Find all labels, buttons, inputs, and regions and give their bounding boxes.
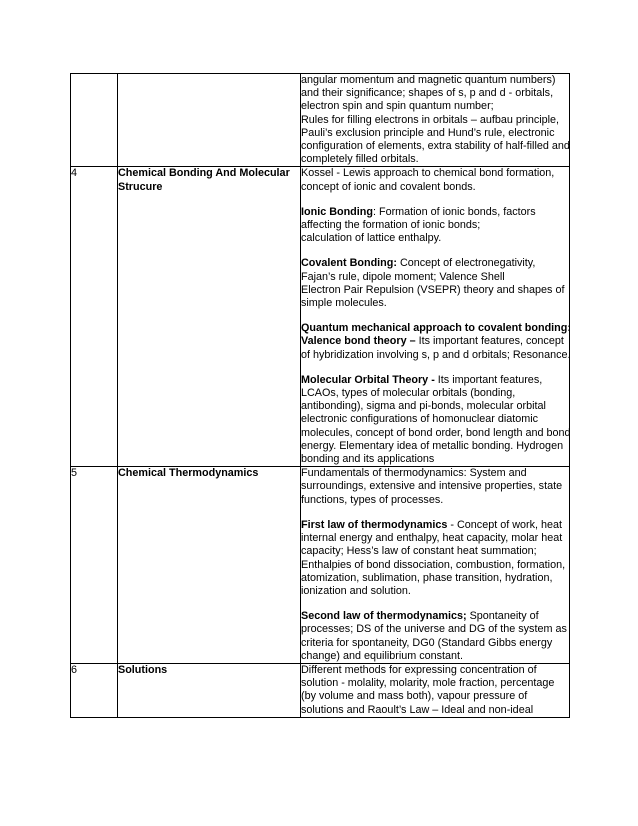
- unit-title-cell: [118, 663, 301, 717]
- content-line: [301, 494, 569, 507]
- content-text: energy. Elementary idea of metallic bonding. Hydrogen: [301, 439, 564, 452]
- unit-number: 4: [71, 167, 78, 180]
- content-line: [301, 559, 569, 572]
- content-line: [301, 664, 569, 677]
- content-line: [301, 153, 569, 166]
- content-text: LCAOs, types of molecular orbitals (bonding,: [301, 387, 516, 400]
- content-paragraph: [301, 519, 569, 598]
- content-text: affecting the formation of ionic bonds;: [301, 219, 481, 232]
- content-text: electron spin and spin quantum number;: [301, 100, 494, 113]
- content-line: [301, 413, 569, 426]
- unit-number: 5: [71, 467, 78, 480]
- content-text: configuration of elements, extra stability of half-filled and: [301, 140, 570, 153]
- unit-title-cell: [118, 467, 301, 664]
- content-text: molecules, concept of bond order, bond length and bond: [301, 426, 571, 439]
- content-line: [301, 440, 569, 453]
- content-text: electronic configurations of homonuclear diatomic: [301, 413, 539, 426]
- content-text: criteria for spontaneity, DG0 (Standard Gibbs energy: [301, 636, 553, 649]
- content-text: : Formation of ionic bonds, factors: [372, 205, 536, 218]
- content-text: internal energy and enthalpy, heat capacity, molar heat: [301, 532, 563, 545]
- content-text: atomization, sublimation, phase transition, hydration,: [301, 571, 553, 584]
- content-line: [301, 427, 569, 440]
- content-text: capacity; Hess’s law of constant heat summation;: [301, 545, 537, 558]
- unit-number-cell: [71, 663, 118, 717]
- content-line: [301, 335, 569, 348]
- content-paragraph: [301, 374, 569, 466]
- content-text: bonding and its applications: [301, 453, 435, 466]
- content-paragraph: [301, 257, 569, 310]
- content-text: Kossel - Lewis approach to chemical bond formation,: [301, 167, 555, 180]
- content-line: [301, 453, 569, 466]
- content-heading-text: Valence bond theory –: [301, 335, 416, 348]
- content-line: [301, 114, 569, 127]
- table-row: [71, 663, 570, 717]
- table-row: [71, 74, 570, 167]
- content-paragraph: [301, 610, 569, 663]
- content-line: [301, 100, 569, 113]
- content-text: Fajan’s rule, dipole moment; Valence Shell: [301, 270, 505, 283]
- content-text: completely filled orbitals.: [301, 153, 419, 166]
- content-text: Rules for filling electrons in orbitals – aufbau principle,: [301, 113, 560, 126]
- content-text: Its important features, concept: [415, 335, 564, 348]
- unit-title-line: Chemical Bonding And Molecular: [118, 167, 290, 180]
- content-line: [301, 349, 569, 362]
- content-text: Different methods for expressing concentration of: [301, 663, 537, 676]
- content-paragraph: [301, 322, 569, 362]
- content-line: [301, 181, 569, 194]
- content-line: [301, 704, 569, 717]
- content-line: [301, 690, 569, 703]
- content-line: [301, 374, 569, 387]
- content-line: [301, 610, 569, 623]
- content-heading-text: Covalent Bonding:: [301, 257, 397, 270]
- content-line: [301, 322, 569, 335]
- content-text: processes; DS of the universe and DG of the system as: [301, 623, 567, 636]
- content-line: [301, 271, 569, 284]
- content-line: [301, 167, 569, 180]
- content-line: [301, 284, 569, 297]
- unit-content-cell: [301, 74, 570, 167]
- content-line: [301, 387, 569, 400]
- unit-title-line: Solutions: [118, 663, 168, 676]
- content-text: concept of ionic and covalent bonds.: [301, 180, 476, 193]
- unit-number-cell: [71, 74, 118, 167]
- content-text: Enthalpies of bond dissociation, combustion, formation,: [301, 558, 566, 571]
- content-line: [301, 480, 569, 493]
- content-text: (by volume and mass both), vapour pressure of: [301, 690, 528, 703]
- content-line: [301, 532, 569, 545]
- unit-title-line: Strucure: [118, 180, 163, 193]
- content-heading-text: Molecular Orbital Theory -: [301, 373, 435, 386]
- content-text: - Concept of work, heat: [447, 518, 563, 531]
- content-text: simple molecules.: [301, 297, 387, 310]
- unit-title-cell: [118, 167, 301, 467]
- content-text: of hybridization involving s, p and d orbitals; Resonance.: [301, 348, 571, 361]
- content-line: [301, 140, 569, 153]
- content-line: [301, 677, 569, 690]
- content-text: Its important features,: [434, 373, 543, 386]
- content-line: [301, 650, 569, 663]
- syllabus-table-body: [71, 74, 570, 718]
- content-text: antibonding), sigma and pi-bonds, molecular orbital: [301, 400, 546, 413]
- content-text: angular momentum and magnetic quantum numbers): [301, 74, 556, 86]
- content-heading-text: Ionic Bonding: [301, 205, 373, 218]
- content-paragraph: [301, 664, 569, 717]
- content-line: [301, 127, 569, 140]
- content-line: [301, 74, 569, 87]
- unit-content-cell: [301, 663, 570, 717]
- syllabus-table: [70, 73, 570, 718]
- content-line: [301, 623, 569, 636]
- content-paragraph: [301, 206, 569, 246]
- content-line: [301, 585, 569, 598]
- content-text: change) and equilibrium constant.: [301, 649, 464, 662]
- content-text: solutions and Raoult’s Law – Ideal and non-ideal: [301, 703, 534, 716]
- table-row: [71, 167, 570, 467]
- content-line: [301, 400, 569, 413]
- content-line: [301, 519, 569, 532]
- unit-number: 6: [71, 663, 78, 676]
- content-text: calculation of lattice enthalpy.: [301, 232, 442, 245]
- table-row: [71, 467, 570, 664]
- content-text: Electron Pair Repulsion (VSEPR) theory and shapes of: [301, 283, 565, 296]
- content-line: [301, 257, 569, 270]
- unit-content-cell: [301, 167, 570, 467]
- content-paragraph: [301, 74, 569, 166]
- unit-content-cell: [301, 467, 570, 664]
- content-text: and their significance; shapes of s, p and d - orbitals,: [301, 87, 554, 100]
- content-line: [301, 206, 569, 219]
- content-text: Fundamentals of thermodynamics: System and: [301, 467, 527, 480]
- content-text: solution - molality, molarity, mole fraction, percentage: [301, 677, 555, 690]
- content-text: ionization and solution.: [301, 584, 411, 597]
- content-heading-text: Quantum mechanical approach to covalent bonding:: [301, 322, 571, 335]
- content-text: Concept of electronegativity,: [396, 257, 536, 270]
- content-line: [301, 637, 569, 650]
- unit-number-cell: [71, 167, 118, 467]
- content-paragraph: [301, 167, 569, 193]
- content-line: [301, 467, 569, 480]
- content-line: [301, 219, 569, 232]
- content-line: [301, 297, 569, 310]
- unit-title-cell: [118, 74, 301, 167]
- content-heading-text: First law of thermodynamics: [301, 518, 448, 531]
- content-heading-text: Second law of thermodynamics;: [301, 610, 467, 623]
- content-text: Pauli’s exclusion principle and Hund’s rule, electronic: [301, 126, 555, 139]
- content-line: [301, 232, 569, 245]
- content-line: [301, 87, 569, 100]
- content-line: [301, 545, 569, 558]
- content-text: Spontaneity of: [466, 610, 539, 623]
- content-paragraph: [301, 467, 569, 507]
- unit-number-cell: [71, 467, 118, 664]
- content-line: [301, 572, 569, 585]
- content-text: surroundings, extensive and intensive properties, state: [301, 480, 563, 493]
- content-text: functions, types of processes.: [301, 493, 444, 506]
- unit-title-line: Chemical Thermodynamics: [118, 467, 259, 480]
